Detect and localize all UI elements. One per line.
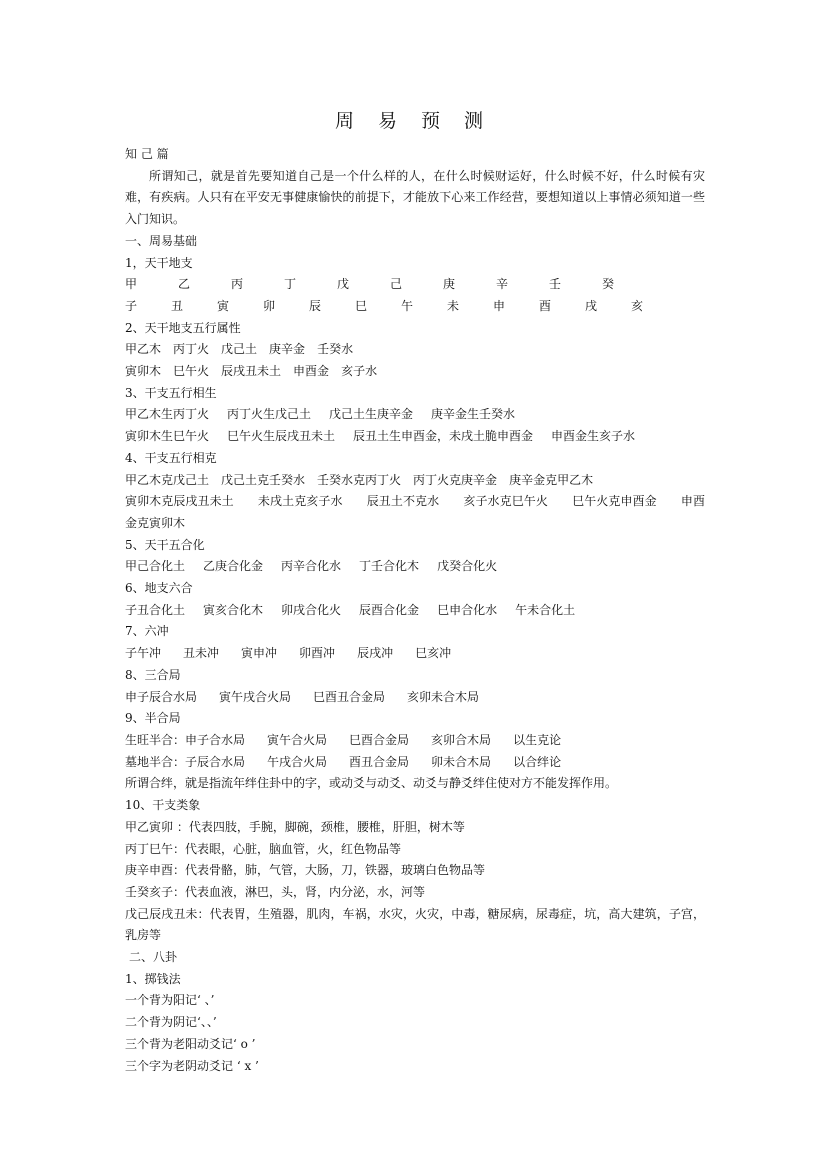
generation-item: 丙丁火生戊己土 <box>227 407 312 422</box>
three-harmony-row <box>125 687 705 709</box>
stem: 戊 <box>337 277 350 292</box>
earthly-branches-row <box>125 296 705 318</box>
harmony-item: 寅午合火局 <box>267 732 328 747</box>
heading-half-harmony: 9、半合局 <box>125 711 181 726</box>
clash-item: 辰戌冲 <box>357 646 394 661</box>
page-title: 周 易 预 测 <box>334 110 493 132</box>
five-combinations-row <box>125 556 705 578</box>
branch: 卯 <box>263 298 276 313</box>
element-item: 巳午火 <box>173 364 210 379</box>
harmony-item: 酉丑合金局 <box>349 754 410 769</box>
stem: 甲 <box>125 277 138 292</box>
generation-stems <box>125 404 705 426</box>
heading-six-combinations: 6、地支六合 <box>125 581 193 596</box>
coin-rule-yang: 一个背为阳记‘ 、’ <box>125 993 215 1008</box>
harmony-item: 卯未合木局 <box>431 754 492 769</box>
five-elements-branches <box>125 361 705 383</box>
section-heading-zhiji: 知 己 篇 <box>125 147 169 161</box>
element-item: 甲乙木 <box>125 342 162 357</box>
combination-item: 子丑合化土 <box>125 602 186 617</box>
stem: 癸 <box>602 277 615 292</box>
harmony-item: 亥卯未合木局 <box>407 689 480 704</box>
heading-five-combinations: 5、天干五合化 <box>125 537 205 552</box>
combination-item: 乙庚合化金 <box>203 559 264 574</box>
stem: 丁 <box>284 277 297 292</box>
clash-item: 丑未冲 <box>183 646 220 661</box>
element-item: 寅卯木 <box>125 364 162 379</box>
heading-basics: 一、周易基础 <box>125 233 198 248</box>
harmony-item: 以生克论 <box>513 732 562 747</box>
element-item: 丙丁火 <box>173 342 210 357</box>
branch: 亥 <box>631 298 644 313</box>
heading-coin-method: 1、掷钱法 <box>125 971 181 986</box>
branch: 子 <box>125 298 138 313</box>
harmony-item: 巳酉合金局 <box>349 732 410 747</box>
binding-explanation: 所谓合绊，就是指流年绊住卦中的字，或动爻与动爻、动爻与静爻绊住使对方不能发挥作用。 <box>125 776 618 791</box>
combination-item: 卯戌合化火 <box>281 602 342 617</box>
coin-rule-old-yang: 三个背为老阳动爻记‘ o ’ <box>125 1036 256 1051</box>
branch: 辰 <box>309 298 322 313</box>
restraint-stems <box>125 470 705 492</box>
combination-item: 寅亥合化木 <box>203 602 264 617</box>
branch: 戌 <box>585 298 598 313</box>
generation-item: 甲乙木生丙丁火 <box>125 407 210 422</box>
half-harmony-growth <box>125 730 705 752</box>
harmony-item: 午戌合火局 <box>267 754 328 769</box>
harmony-item: 以合绊论 <box>513 754 562 769</box>
combination-item: 丙辛合化水 <box>281 559 342 574</box>
combination-item: 丁壬合化木 <box>359 559 420 574</box>
symbolism-wood: 甲乙寅卯 ：代表四肢，手腕，脚碗，颈椎，腰椎，肝胆，树木等 <box>125 819 465 834</box>
clash-item: 寅申冲 <box>241 646 278 661</box>
restraint-item: 壬癸水克丙丁火 <box>317 472 402 487</box>
restraint-branches: 寅卯木克辰戌丑未土 未戌土克亥子水 辰丑土不克水 亥子水克巳午火 巳午火克申酉金 申酉金克寅卯木 <box>125 494 705 530</box>
generation-item: 辰丑土生申酉金，未戌土脆申酉金 <box>353 429 534 444</box>
element-item: 亥子水 <box>341 364 378 379</box>
generation-item: 申酉金生亥子水 <box>551 429 636 444</box>
symbolism-earth: 戊己辰戌丑未：代表胃，生殖器，肌肉，车祸，水灾，火灾，中毒，糖尿病，尿毒症，坑，高大建筑，子宫，乳房等 <box>125 906 705 943</box>
stem: 庚 <box>443 277 456 292</box>
stem: 乙 <box>178 277 191 292</box>
harmony-item: 亥卯合木局 <box>431 732 492 747</box>
heading-restraint: 4、干支五行相克 <box>125 450 217 465</box>
branch: 未 <box>447 298 460 313</box>
branch: 巳 <box>355 298 368 313</box>
restraint-item: 戊己土克壬癸水 <box>221 472 306 487</box>
harmony-item: 墓地半合：子辰合水局 <box>125 754 246 769</box>
stem: 壬 <box>549 277 562 292</box>
clash-item: 子午冲 <box>125 646 162 661</box>
harmony-item: 巳酉丑合金局 <box>313 689 386 704</box>
stem: 己 <box>390 277 403 292</box>
element-item: 戊己土 <box>221 342 258 357</box>
branch: 申 <box>493 298 506 313</box>
half-harmony-tomb <box>125 752 705 774</box>
six-clashes-row <box>125 643 705 665</box>
six-combinations-row <box>125 600 705 622</box>
restraint-item: 庚辛金克甲乙木 <box>509 472 594 487</box>
element-item: 庚辛金 <box>269 342 306 357</box>
combination-item: 辰酉合化金 <box>359 602 420 617</box>
heading-stems-branches: 1，天干地支 <box>125 255 193 270</box>
branch: 酉 <box>539 298 552 313</box>
combination-item: 午未合化土 <box>515 602 576 617</box>
generation-item: 寅卯木生巳午火 <box>125 429 210 444</box>
symbolism-water: 壬癸亥子：代表血液，淋巴，头，肾，内分泌，水，河等 <box>125 884 426 899</box>
combination-item: 甲己合化土 <box>125 559 186 574</box>
harmony-item: 申子辰合水局 <box>125 689 198 704</box>
clash-item: 卯酉冲 <box>299 646 336 661</box>
heading-generation: 3、干支五行相生 <box>125 385 217 400</box>
combination-item: 戊癸合化火 <box>437 559 498 574</box>
heavenly-stems-row <box>125 274 705 296</box>
heading-bagua: 二、八卦 <box>129 950 178 965</box>
generation-item: 戊己土生庚辛金 <box>329 407 414 422</box>
heading-three-harmony: 8、三合局 <box>125 667 181 682</box>
restraint-item: 甲乙木克戊己土 <box>125 472 210 487</box>
stem: 辛 <box>496 277 509 292</box>
element-item: 辰戌丑未土 <box>221 364 282 379</box>
symbolism-fire: 丙丁巳午：代表眼，心脏，脑血管，火，红色物品等 <box>125 841 402 856</box>
element-item: 申酉金 <box>293 364 330 379</box>
element-item: 壬癸水 <box>317 342 354 357</box>
coin-rule-old-yin: 三个字为老阴动爻记 ‘ x ’ <box>125 1058 259 1073</box>
intro-paragraph: 所谓知己，就是首先要知道自己是一个什么样的人，在什么时候财运好，什么时候不好，什么时候有灾难，有疾病。人只有在平安无事健康愉快的前提下，才能放下心来工作经营，要想知道以上事情必须知道一些入门知识。 <box>125 168 705 227</box>
five-elements-stems <box>125 339 705 361</box>
symbolism-metal: 庚辛申酉：代表骨骼，肺，气管，大肠，刀，铁器，玻璃白色物品等 <box>125 863 486 878</box>
generation-item: 庚辛金生壬癸水 <box>431 407 516 422</box>
harmony-item: 生旺半合：申子合水局 <box>125 732 246 747</box>
document-body <box>125 144 705 1077</box>
heading-symbolism: 10、干支类象 <box>125 798 201 813</box>
heading-six-clashes: 7、六冲 <box>125 624 169 639</box>
restraint-item: 丙丁火克庚辛金 <box>413 472 498 487</box>
branch: 丑 <box>171 298 184 313</box>
clash-item: 巳亥冲 <box>415 646 452 661</box>
heading-five-elements: 2、天干地支五行属性 <box>125 320 241 335</box>
harmony-item: 寅午戌合火局 <box>219 689 292 704</box>
combination-item: 巳申合化水 <box>437 602 498 617</box>
generation-branches <box>125 426 705 448</box>
coin-rule-yin: 二个背为阴记‘、、’ <box>125 1015 217 1030</box>
branch: 寅 <box>217 298 230 313</box>
stem: 丙 <box>231 277 244 292</box>
generation-item: 巳午火生辰戌丑未土 <box>227 429 336 444</box>
branch: 午 <box>401 298 414 313</box>
